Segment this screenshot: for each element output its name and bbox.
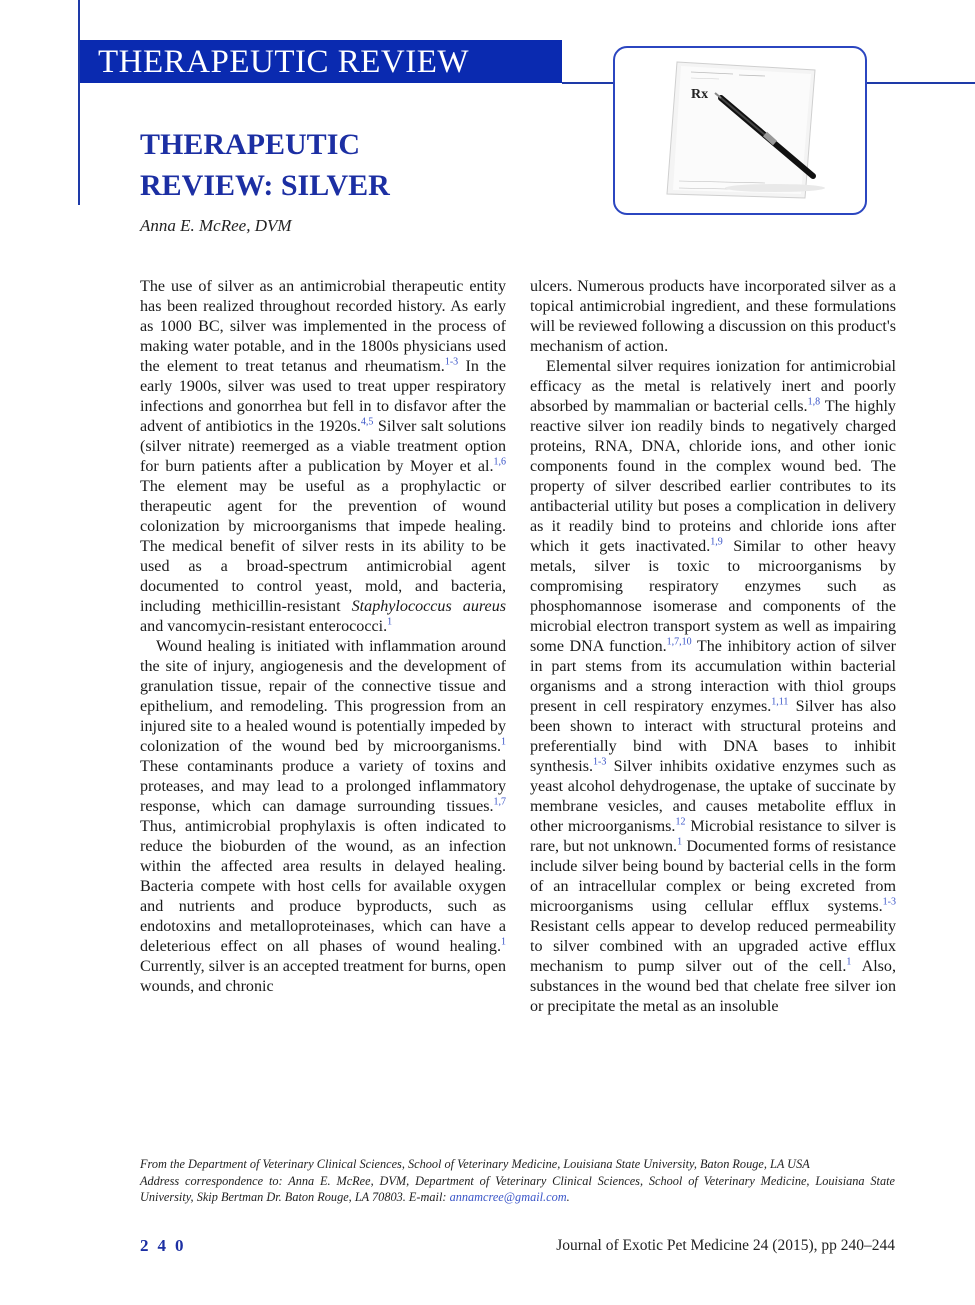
citation-ref[interactable]: 1-3 (882, 896, 896, 908)
citation-ref[interactable]: 1-3 (593, 756, 607, 768)
paragraph-text: Similar to other heavy metals, silver is toxic to microorganisms by compromising respiratory enzymes such as phosphomannose isomerase and components of the microbial electron transport system as well as impairing some DNA function. (530, 538, 897, 655)
paragraph-text: Silver inhibits oxidative enzymes such as yeast alcohol dehydrogenase, the uptake of succinate by membrane vesicles, and causes metabolite efflux in other microorganisms. (530, 758, 896, 835)
paragraph-text: Silver has also been shown to interact with structural proteins and preferentially bind with DNA bases to inhibit synthesis. (530, 698, 897, 775)
paragraph-text: Wound healing is initiated with inflammation around the site of injury, angiogenesis and the development of granulation tissue, repair of the connective tissue and epithelium, and remodeling. This progression from an injured site to a healed wound is potentially impeded by colonization of the wound bed by microorganisms. (140, 638, 506, 755)
italic-term: Staphylococcus aureus (351, 598, 506, 615)
citation-ref[interactable]: 1 (846, 956, 852, 968)
prescription-pen-illustration (615, 48, 865, 213)
paragraph-text: Resistant cells appear to develop reduced permeability to silver combined with an upgraded active efflux mechanism to pump silver out of the cell. (530, 918, 896, 975)
citation-ref[interactable]: 1,7 (493, 796, 506, 808)
body-column-right (530, 277, 896, 1017)
paragraph-text: These contaminants produce a variety of toxins and proteases, and may lead to a prolonged inflammatory response, which can damage surrounding tissues. (140, 758, 506, 815)
paragraph-text: and vancomycin-resistant enterococci. (140, 618, 388, 635)
rx-symbol: Rx (691, 87, 709, 102)
body-paragraph (530, 357, 896, 1017)
citation-ref[interactable]: 1,8 (807, 396, 821, 408)
paragraph-text: The inhibitory action of silver in part stems from its accumulation within bacterial organisms and a strong interaction with thiol groups present in cell respiratory enzymes. (530, 638, 897, 715)
paragraph-text: The element may be useful as a prophylactic or therapeutic agent for the prevention of wound colonization by microorganisms that impede healing. The medical benefit of silver rests in its ability to be used as a broad-spectrum antimicrobial agent documented to control yeast, mold, and bacteria, including methicillin-resistant (140, 478, 506, 615)
paragraph-text: Elemental silver requires ionization for antimicrobial efficacy as the metal is relatively inert and poorly absorbed by mammalian or bacterial cells. (530, 358, 896, 415)
body-paragraph (530, 277, 896, 357)
paragraph-text: Currently, silver is an accepted treatment for burns, open wounds, and chronic (140, 958, 506, 995)
paragraph-text: Microbial resistance to silver is rare, but not unknown. (530, 818, 896, 855)
paragraph-text: The highly reactive silver ion readily binds to negatively charged proteins, RNA, DNA, chloride ions, and other ionic components found in the complex wound bed. The property of silver described earlier contributes to its antibacterial utility but poses a complication in delivery as it readily bind to proteins and chloride ions after which it gets inactivated. (530, 398, 896, 555)
article-title (140, 124, 390, 206)
citation-ref[interactable]: 1 (387, 616, 393, 628)
article-title-line2: REVIEW: SILVER (140, 169, 390, 202)
body-paragraph (140, 277, 506, 637)
article-title-line1: THERAPEUTIC (140, 128, 361, 161)
address-text: Address correspondence to: Anna E. McRee, DVM, Department of Veterinary Clinical Sciences, School of Veterinary Medicine, Louisiana State University, Skip Bertman Dr. Baton Rouge, LA 70803. E-mail: (140, 1173, 895, 1204)
citation-ref[interactable]: 4,5 (360, 416, 374, 428)
journal-citation: Journal of Exotic Pet Medicine 24 (2015), pp 240–244 (556, 1237, 895, 1254)
paragraph-text: Silver salt solutions (silver nitrate) reemerged as a viable treatment option for burn patients after a publication by Moyer et al. (140, 418, 506, 475)
address-end: . (566, 1190, 570, 1204)
affiliation-from: From the Department of Veterinary Clinical Sciences, School of Veterinary Medicine, Louisiana State University, Baton Rouge, LA USA (140, 1157, 810, 1171)
citation-ref[interactable]: 1,11 (771, 696, 789, 708)
citation-ref[interactable]: 1-3 (444, 356, 459, 368)
section-banner: THERAPEUTIC REVIEW (80, 40, 562, 83)
author-name: Anna E. McRee, DVM (140, 216, 292, 235)
paragraph-text: Documented forms of resistance include silver being bound by bacterial cells in the form of an intracellular complex or being excreted from microorganisms using cellular efflux systems. (530, 838, 896, 915)
prescription-pen-figure (613, 46, 867, 215)
paragraph-text: Also, substances in the wound bed that chelate free silver ion or precipitate the metal as an insoluble (530, 958, 897, 1015)
paragraph-text: Thus, antimicrobial prophylaxis is often indicated to reduce the bioburden of the wound, as an infection within the affected area results in delayed healing. Bacteria compete with host cells for available oxygen and nutrients and produce byproducts, such as endotoxins and metalloproteinases, which can have a deleterious effect on all phases of wound healing. (140, 818, 506, 955)
body-column-left (140, 277, 506, 997)
paragraph-text: The use of silver as an antimicrobial therapeutic entity has been realized throughout recorded history. As early as 1000 BC, silver was implemented in the process of making water potable, and in the 1800s physicians used the element to treat tetanus and rheumatism. (140, 278, 506, 375)
page-number: 240 (140, 1236, 193, 1255)
citation-ref[interactable]: 1,7,10 (666, 636, 692, 648)
correspondence-address (140, 1173, 895, 1206)
citation-ref[interactable]: 1 (501, 736, 506, 748)
citation-ref[interactable]: 1 (677, 836, 683, 848)
affiliation-footnote (140, 1156, 895, 1206)
email-link[interactable]: annamcree@gmail.com (449, 1190, 567, 1204)
citation-ref[interactable]: 1,9 (710, 536, 723, 548)
header-vertical-rule (78, 0, 80, 205)
paragraph-text: ulcers. Numerous products have incorporated silver as a topical antimicrobial ingredient, and these formulations will be reviewed following a discussion on this product's mechanism of action. (530, 278, 896, 355)
paragraph-text: In the early 1900s, silver was used to treat upper respiratory infections and gonorrhea but fell in to disfavor after the advent of antibiotics in the 1920s. (140, 358, 506, 435)
citation-ref[interactable]: 1,6 (493, 456, 506, 468)
citation-ref[interactable]: 12 (675, 816, 686, 828)
citation-ref[interactable]: 1 (501, 936, 506, 948)
body-paragraph (140, 637, 506, 997)
